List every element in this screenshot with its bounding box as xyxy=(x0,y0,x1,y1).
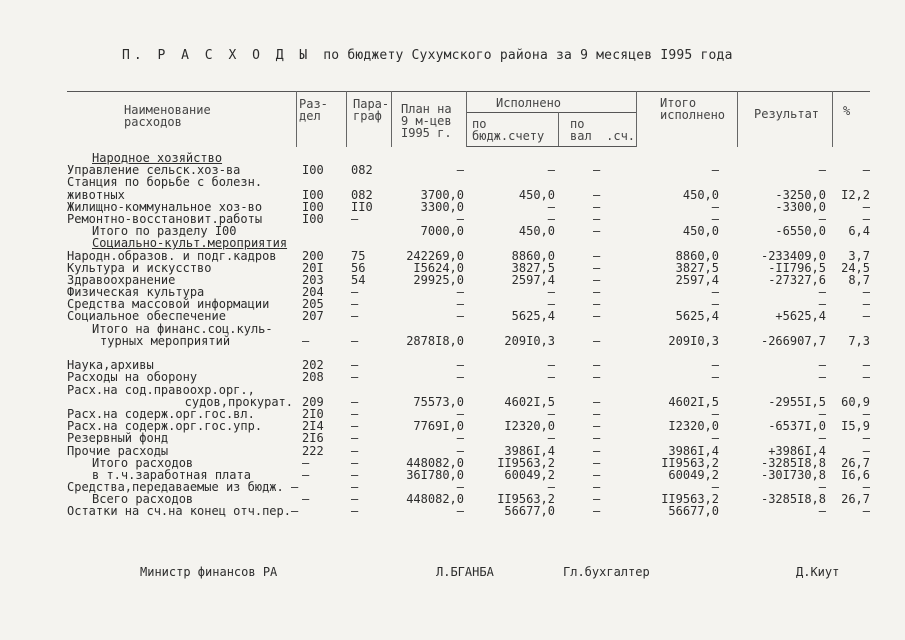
row-name: Народн.образов. и подг.кадров xyxy=(67,248,277,263)
document-title xyxy=(122,48,733,63)
row-result: -6550,0 xyxy=(775,224,826,239)
row-executed-budget: – xyxy=(547,211,555,226)
row-name: Наука,архивы xyxy=(67,358,154,373)
signature-minister: Министр финансов РА xyxy=(140,565,278,579)
row-razdel: 203 xyxy=(302,272,324,287)
header-divider xyxy=(466,91,467,147)
header-po-budg: по бюдж.счету xyxy=(472,117,545,143)
row-executed-budget: II9563,2 xyxy=(497,492,555,507)
row-executed-currency: – xyxy=(593,260,601,275)
row-executed-total: 2597,4 xyxy=(675,272,719,287)
table-row xyxy=(0,176,905,188)
expense-table xyxy=(0,152,905,518)
row-executed-currency: – xyxy=(593,431,601,446)
row-plan: – xyxy=(456,358,464,373)
row-plan: 242269,0 xyxy=(406,248,464,263)
row-paragraf: – xyxy=(351,504,359,519)
row-razdel: 207 xyxy=(302,309,324,324)
row-executed-budget: – xyxy=(547,370,555,385)
row-percent: 24,5 xyxy=(841,260,870,275)
row-name: животных xyxy=(67,187,125,202)
row-plan: – xyxy=(456,297,464,312)
row-razdel: – xyxy=(302,455,310,470)
row-plan: – xyxy=(456,443,464,458)
row-plan: 448082,0 xyxy=(406,492,464,507)
row-paragraf: – xyxy=(351,394,359,409)
table-row xyxy=(0,323,905,335)
row-executed-currency: – xyxy=(593,455,601,470)
row-paragraf: – xyxy=(351,211,359,226)
row-name: судов,прокурат. xyxy=(184,394,293,409)
row-executed-total: – xyxy=(711,211,719,226)
row-executed-total: – xyxy=(711,199,719,214)
row-name: Расходы на оборону xyxy=(67,370,198,385)
row-executed-budget: II9563,2 xyxy=(497,455,555,470)
row-executed-currency: – xyxy=(593,272,601,287)
table-row xyxy=(0,335,905,347)
row-result: -3285I8,8 xyxy=(760,455,826,470)
header-bottom-rule xyxy=(466,146,636,147)
row-name: Культура и искусство xyxy=(67,260,212,275)
row-executed-currency: – xyxy=(593,163,601,178)
row-executed-total: – xyxy=(711,163,719,178)
row-name: Средства,передаваемые из бюдж. – xyxy=(67,480,299,495)
row-executed-budget: – xyxy=(547,285,555,300)
row-executed-budget: 8860,0 xyxy=(511,248,555,263)
row-name: Итого на финанс.соц.куль- xyxy=(92,321,273,336)
row-result: -30I730,8 xyxy=(760,467,826,482)
table-row xyxy=(0,505,905,517)
signature-accountant: Гл.бухгалтер xyxy=(563,565,650,579)
row-executed-currency: – xyxy=(593,248,601,263)
row-plan: – xyxy=(456,480,464,495)
row-result: – xyxy=(818,480,826,495)
table-row xyxy=(0,432,905,444)
row-paragraf: – xyxy=(351,419,359,434)
row-name: Всего расходов xyxy=(92,492,194,507)
row-paragraf: – xyxy=(351,333,359,348)
row-executed-budget: 56677,0 xyxy=(504,504,555,519)
row-executed-currency: – xyxy=(593,406,601,421)
row-name: в т.ч.заработная плата xyxy=(92,467,251,482)
row-plan: 3300,0 xyxy=(420,199,464,214)
row-result: – xyxy=(818,285,826,300)
row-executed-currency: – xyxy=(593,187,601,202)
row-executed-budget: – xyxy=(547,431,555,446)
row-razdel: I00 xyxy=(302,211,324,226)
row-executed-total: 5625,4 xyxy=(675,309,719,324)
row-percent: – xyxy=(862,480,870,495)
row-name: Остатки на сч.на конец отч.пер.– xyxy=(67,504,299,519)
row-result: – xyxy=(818,297,826,312)
row-executed-currency: – xyxy=(593,492,601,507)
row-name: Расх.на сод.правоохр.орг., xyxy=(67,382,255,397)
header-result: Результат xyxy=(754,107,820,121)
row-paragraf: 082 xyxy=(351,163,373,178)
row-name: Прочие расходы xyxy=(67,443,169,458)
row-executed-total: 60049,2 xyxy=(668,467,719,482)
row-executed-currency: – xyxy=(593,467,601,482)
row-executed-total: II9563,2 xyxy=(661,455,719,470)
row-name: Жилищно-коммунальное хоз-во xyxy=(67,199,263,214)
row-result: – xyxy=(818,431,826,446)
row-percent: – xyxy=(862,309,870,324)
row-percent: 3,7 xyxy=(848,248,870,263)
row-result: -233409,0 xyxy=(760,248,826,263)
row-percent: 26,7 xyxy=(841,455,870,470)
row-razdel: 205 xyxy=(302,297,324,312)
row-result: -3300,0 xyxy=(775,199,826,214)
row-executed-total: – xyxy=(711,406,719,421)
row-executed-budget: – xyxy=(547,480,555,495)
row-executed-total: – xyxy=(711,370,719,385)
row-paragraf: – xyxy=(351,406,359,421)
row-name: Народное хозяйство xyxy=(92,151,223,165)
row-percent: I6,6 xyxy=(841,467,870,482)
row-executed-total: 3827,5 xyxy=(675,260,719,275)
row-result: – xyxy=(818,211,826,226)
signature-accountant-name: Д.Киут xyxy=(796,565,840,579)
row-percent: I5,9 xyxy=(841,419,870,434)
header-itogo: Итого исполнено xyxy=(660,96,726,122)
row-paragraf: – xyxy=(351,455,359,470)
row-name: Расх.на содерж.орг.гос.упр. xyxy=(67,419,263,434)
row-plan: – xyxy=(456,504,464,519)
row-paragraf: – xyxy=(351,443,359,458)
row-executed-budget: – xyxy=(547,358,555,373)
row-result: -3250,0 xyxy=(775,187,826,202)
row-percent: 8,7 xyxy=(848,272,870,287)
header-ispolneno: Исполнено xyxy=(496,96,562,110)
row-paragraf: – xyxy=(351,358,359,373)
row-executed-budget: 5625,4 xyxy=(511,309,555,324)
row-result: – xyxy=(818,370,826,385)
row-result: – xyxy=(818,504,826,519)
row-executed-total: – xyxy=(711,358,719,373)
row-executed-budget: 450,0 xyxy=(518,224,555,239)
row-plan: 7769I,0 xyxy=(413,419,464,434)
row-razdel: I00 xyxy=(302,199,324,214)
row-percent: I2,2 xyxy=(841,187,870,202)
row-paragraf: – xyxy=(351,370,359,385)
signature-minister-name: Л.БГАНБА xyxy=(436,565,494,579)
row-percent: – xyxy=(862,406,870,421)
row-plan: 448082,0 xyxy=(406,455,464,470)
row-plan: 2878I8,0 xyxy=(406,333,464,348)
row-result: -27327,6 xyxy=(768,272,826,287)
row-executed-total: 3986I,4 xyxy=(668,443,719,458)
row-percent: 26,7 xyxy=(841,492,870,507)
table-row xyxy=(0,237,905,249)
row-executed-total: 8860,0 xyxy=(675,248,719,263)
row-executed-total: 56677,0 xyxy=(668,504,719,519)
row-name: Резервный фонд xyxy=(67,431,169,446)
row-executed-budget: – xyxy=(547,199,555,214)
row-executed-budget: 3827,5 xyxy=(511,260,555,275)
table-row xyxy=(0,310,905,322)
row-executed-budget: I2320,0 xyxy=(504,419,555,434)
header-po-val: по вал .сч. xyxy=(570,117,636,143)
row-plan: – xyxy=(456,431,464,446)
row-executed-total: 450,0 xyxy=(682,187,719,202)
row-name: Итого расходов xyxy=(92,455,194,470)
header-plan: План на 9 м-цев I995 г. xyxy=(401,102,452,140)
row-result: +3986I,4 xyxy=(768,443,826,458)
row-razdel: – xyxy=(302,333,310,348)
row-result: -3285I8,8 xyxy=(760,492,826,507)
row-result: -266907,7 xyxy=(760,333,826,348)
row-percent: – xyxy=(862,504,870,519)
row-razdel: 200 xyxy=(302,248,324,263)
row-executed-total: – xyxy=(711,297,719,312)
header-mid-rule xyxy=(466,112,636,113)
row-name: Здравоохранение xyxy=(67,272,176,287)
row-percent: 7,3 xyxy=(848,333,870,348)
row-result: -II796,5 xyxy=(768,260,826,275)
row-paragraf: – xyxy=(351,285,359,300)
row-razdel: 209 xyxy=(302,394,324,409)
row-executed-budget: – xyxy=(547,163,555,178)
row-paragraf: 56 xyxy=(351,260,366,275)
row-executed-currency: – xyxy=(593,309,601,324)
row-executed-total: II9563,2 xyxy=(661,492,719,507)
row-plan: – xyxy=(456,285,464,300)
row-executed-budget: – xyxy=(547,297,555,312)
row-name: Средства массовой информации xyxy=(67,297,270,312)
row-executed-currency: – xyxy=(593,333,601,348)
row-executed-total: – xyxy=(711,431,719,446)
table-row xyxy=(0,250,905,262)
row-plan: 3700,0 xyxy=(420,187,464,202)
row-executed-budget: 60049,2 xyxy=(504,467,555,482)
row-percent: – xyxy=(862,285,870,300)
table-row xyxy=(0,371,905,383)
title-section: П. Р А С Х О Д Ы xyxy=(122,48,312,63)
row-razdel: 2I0 xyxy=(302,406,324,421)
row-razdel: 20I xyxy=(302,260,324,275)
row-executed-total: – xyxy=(711,285,719,300)
row-percent: – xyxy=(862,431,870,446)
header-divider xyxy=(832,91,833,147)
row-paragraf: – xyxy=(351,297,359,312)
row-executed-currency: – xyxy=(593,358,601,373)
row-percent: – xyxy=(862,370,870,385)
header-top-rule xyxy=(67,91,870,92)
row-result: -2955I,5 xyxy=(768,394,826,409)
row-name: Станция по борьбе с болезн. xyxy=(67,175,263,190)
row-paragraf: – xyxy=(351,467,359,482)
row-paragraf: – xyxy=(351,492,359,507)
row-name: Ремонтно-восстановит.работы xyxy=(67,211,263,226)
row-result: – xyxy=(818,406,826,421)
row-executed-total: I2320,0 xyxy=(668,419,719,434)
row-paragraf: – xyxy=(351,309,359,324)
row-percent: – xyxy=(862,358,870,373)
row-executed-currency: – xyxy=(593,370,601,385)
row-name: Социальное обеспечение xyxy=(67,309,226,324)
row-percent: 6,4 xyxy=(848,224,870,239)
header-divider xyxy=(296,91,297,147)
row-name: Управление сельск.хоз-ва xyxy=(67,163,241,178)
row-plan: 29925,0 xyxy=(413,272,464,287)
row-razdel: 208 xyxy=(302,370,324,385)
row-executed-currency: – xyxy=(593,394,601,409)
row-result: – xyxy=(818,358,826,373)
row-paragraf: – xyxy=(351,480,359,495)
row-percent: – xyxy=(862,297,870,312)
row-plan: – xyxy=(456,211,464,226)
row-executed-total: 209I0,3 xyxy=(668,333,719,348)
row-name: турных мероприятий xyxy=(100,333,231,348)
row-executed-currency: – xyxy=(593,211,601,226)
row-executed-budget: 450,0 xyxy=(518,187,555,202)
row-executed-total: – xyxy=(711,480,719,495)
row-executed-budget: 3986I,4 xyxy=(504,443,555,458)
row-name: Физическая культура xyxy=(67,285,205,300)
header-razdel: Раз- дел xyxy=(299,97,328,123)
header-divider xyxy=(558,112,559,146)
row-razdel: 222 xyxy=(302,443,324,458)
row-executed-currency: – xyxy=(593,224,601,239)
row-plan: – xyxy=(456,163,464,178)
table-row xyxy=(0,384,905,396)
row-plan: – xyxy=(456,406,464,421)
header-paragraf: Пара- граф xyxy=(353,97,390,123)
row-percent: – xyxy=(862,211,870,226)
table-row xyxy=(0,445,905,457)
row-executed-total: 450,0 xyxy=(682,224,719,239)
row-plan: – xyxy=(456,309,464,324)
row-name: Итого по разделу I00 xyxy=(92,224,237,239)
row-executed-total: 4602I,5 xyxy=(668,394,719,409)
header-divider xyxy=(636,91,637,147)
table-row xyxy=(0,189,905,201)
row-paragraf: – xyxy=(351,431,359,446)
title-text: по бюджету Сухумского района за 9 месяцев I995 года xyxy=(323,48,733,63)
header-pct: % xyxy=(843,104,851,118)
row-paragraf: 75 xyxy=(351,248,366,263)
row-executed-currency: – xyxy=(593,199,601,214)
row-plan: I5624,0 xyxy=(413,260,464,275)
row-result: -6537I,0 xyxy=(768,419,826,434)
header-divider xyxy=(737,91,738,147)
row-razdel: 2I4 xyxy=(302,419,324,434)
row-percent: 60,9 xyxy=(841,394,870,409)
row-razdel: – xyxy=(302,467,310,482)
row-razdel: I00 xyxy=(302,187,324,202)
row-razdel: 2I6 xyxy=(302,431,324,446)
row-name: Расх.на содерж.орг.гос.вл. xyxy=(67,406,255,421)
row-razdel: I00 xyxy=(302,163,324,178)
row-razdel: 202 xyxy=(302,358,324,373)
row-result: +5625,4 xyxy=(775,309,826,324)
row-executed-budget: 4602I,5 xyxy=(504,394,555,409)
row-percent: – xyxy=(862,199,870,214)
row-paragraf: 54 xyxy=(351,272,366,287)
header-divider xyxy=(391,91,392,147)
row-percent: – xyxy=(862,443,870,458)
row-razdel: – xyxy=(302,492,310,507)
row-result: – xyxy=(818,163,826,178)
row-executed-currency: – xyxy=(593,419,601,434)
row-plan: 7000,0 xyxy=(420,224,464,239)
row-executed-currency: – xyxy=(593,285,601,300)
row-executed-budget: 2597,4 xyxy=(511,272,555,287)
header-name: Наименование расходов xyxy=(124,103,211,129)
row-plan: – xyxy=(456,370,464,385)
row-executed-currency: – xyxy=(593,297,601,312)
row-razdel: 204 xyxy=(302,285,324,300)
row-name: Социально-культ.мероприятия xyxy=(92,236,288,251)
row-plan: 36I780,0 xyxy=(406,467,464,482)
row-executed-currency: – xyxy=(593,480,601,495)
row-paragraf: II0 xyxy=(351,199,373,214)
header-divider xyxy=(346,91,347,147)
row-executed-budget: – xyxy=(547,406,555,421)
row-executed-budget: 209I0,3 xyxy=(504,333,555,348)
row-executed-currency: – xyxy=(593,504,601,519)
row-percent: – xyxy=(862,163,870,178)
row-plan: 75573,0 xyxy=(413,394,464,409)
row-paragraf: 082 xyxy=(351,187,373,202)
row-executed-currency: – xyxy=(593,443,601,458)
